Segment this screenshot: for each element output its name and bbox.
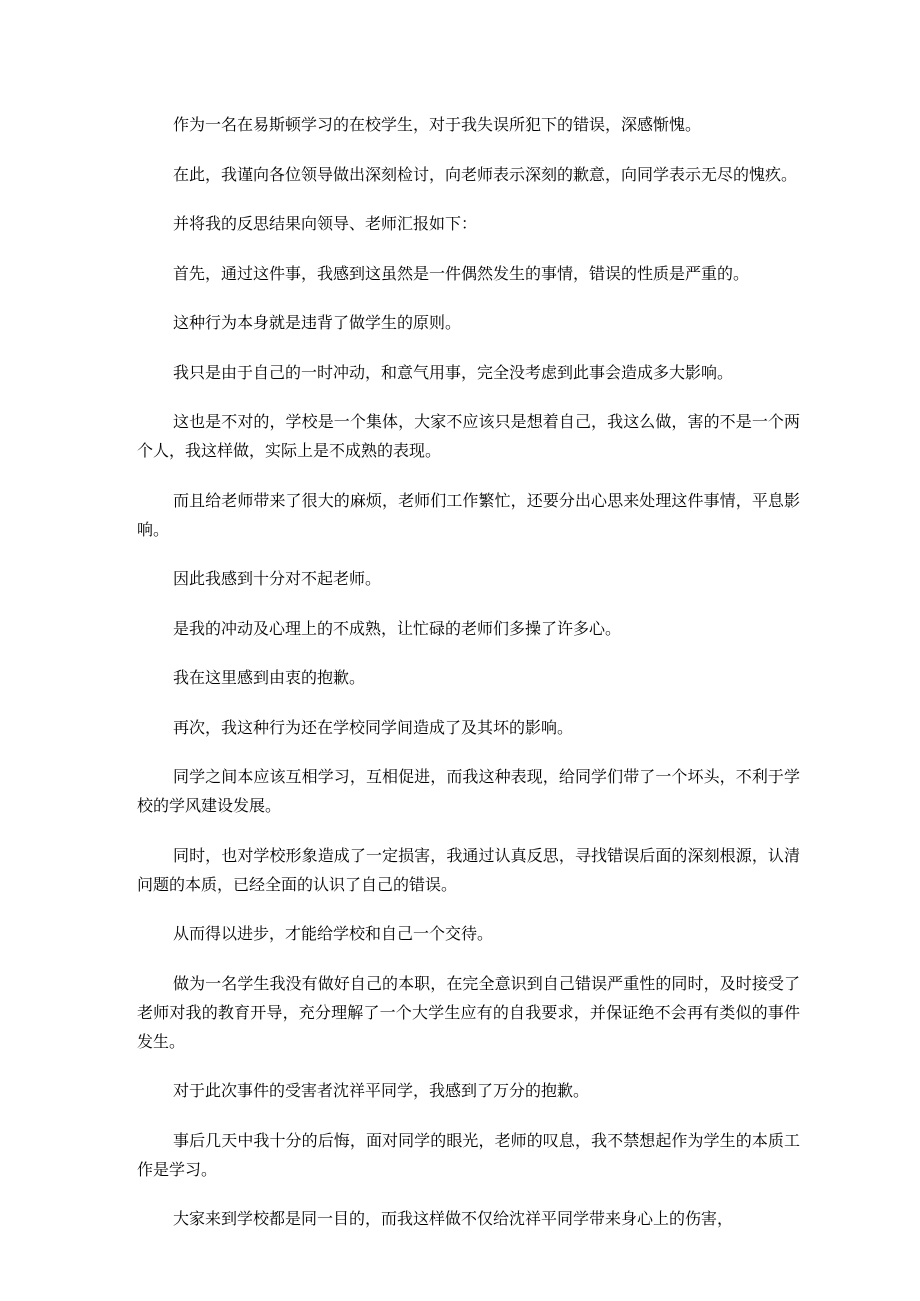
paragraph-1: 作为一名在易斯顿学习的在校学生，对于我失误所犯下的错误，深感惭愧。 [173,115,702,134]
paragraph-19: 大家来到学校都是同一目的，而我这样做不仅给沈祥平同学带来身心上的伤害， [173,1209,734,1228]
paragraph-2: 在此，我谨向各位领导做出深刻检讨，向老师表示深刻的歉意，向同学表示无尽的愧疚。 [173,164,798,184]
paragraph-4: 首先，通过这件事，我感到这虽然是一件偶然发生的事情，错误的性质是严重的。 [173,263,750,283]
paragraph-9: 因此我感到十分对不起老师。 [173,569,382,588]
paragraph-5: 这种行为本身就是违背了做学生的原则。 [173,313,462,332]
paragraph-18: 事后几天中我十分的后悔，面对同学的眼光，老师的叹息，我不禁想起作为学生的本质工作是学习。 [137,1130,800,1179]
paragraph-6: 我只是由于自己的一时冲动，和意气用事，完全没考虑到此事会造成多大影响。 [173,362,734,382]
paragraph-3: 并将我的反思结果向领导、老师汇报如下： [173,214,478,233]
paragraph-11: 我在这里感到由衷的抱歉。 [173,668,366,687]
paragraph-8: 而且给老师带来了很大的麻烦，老师们工作繁忙，还要分出心思来处理这件事情，平息影响。 [137,490,800,539]
paragraph-14: 同时，也对学校形象造成了一定损害，我通过认真反思，寻找错误后面的深刻根源，认清问题的本质，已经全面的认识了自己的错误。 [137,845,800,894]
paragraph-13: 同学之间本应该互相学习，互相促进，而我这种表现，给同学们带了一个坏头，不利于学校的学风建设发展。 [137,767,800,815]
paragraph-16: 做为一名学生我没有做好自己的本职，在完全意识到自己错误严重性的同时，及时接受了老师对我的教育开导，充分理解了一个大学生应有的自我要求，并保证绝不会再有类似的事件发生。 [137,973,800,1051]
paragraph-12: 再次，我这种行为还在学校同学间造成了及其坏的影响。 [173,717,574,737]
paragraph-7: 这也是不对的，学校是一个集体，大家不应该只是想着自己，我这么做，害的不是一个两个人，我这样做，实际上是不成熟的表现。 [137,412,800,460]
paragraph-10: 是我的冲动及心理上的不成熟，让忙碌的老师们多操了许多心。 [173,618,622,638]
paragraph-17: 对于此次事件的受害者沈祥平同学，我感到了万分的抱歉。 [173,1081,590,1100]
paragraph-15: 从而得以进步，才能给学校和自己一个交待。 [173,924,494,943]
